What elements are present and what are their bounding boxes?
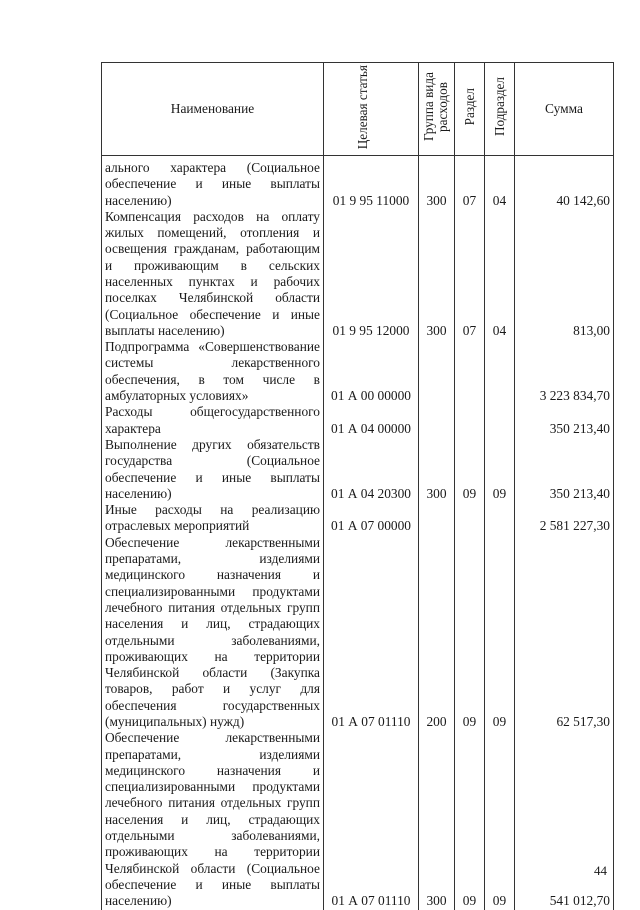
row-name: ального характера (Социальное обеспечение и иные выплаты населению) [102, 156, 324, 209]
page-number: 44 [594, 863, 607, 878]
row-name: Расходы общегосударственного характера [102, 404, 324, 437]
header-sum: Сумма [515, 63, 614, 156]
budget-table [101, 62, 614, 910]
table-row [102, 730, 614, 909]
row-section: 07 [455, 156, 485, 209]
row-expense-group: 300 [419, 730, 455, 909]
row-expense-group [419, 404, 455, 437]
row-subsection: 09 [485, 437, 515, 502]
row-name: Выполнение других обязательств государства (Социальное обеспечение и иные выплаты населению) [102, 437, 324, 502]
row-section [455, 404, 485, 437]
table-row [102, 209, 614, 339]
row-target-article: 01 А 07 01110 [324, 535, 419, 731]
table-row [102, 156, 614, 209]
row-name: Иные расходы на реализацию отраслевых мероприятий [102, 502, 324, 535]
row-subsection: 04 [485, 209, 515, 339]
row-name: Компенсация расходов на оплату жилых помещений, отопления и освещения гражданам, работающим и проживающим в сельских населенных пунктах и рабочих поселках Челябинской области (Социальное обеспечение и иные выплаты населению) [102, 209, 324, 339]
row-sum: 3 223 834,70 [515, 339, 614, 404]
table-row [102, 339, 614, 404]
row-sum: 2 581 227,30 [515, 502, 614, 535]
row-sum: 350 213,40 [515, 404, 614, 437]
header-name: Наименование [102, 63, 324, 156]
row-subsection [485, 404, 515, 437]
row-target-article: 01 А 07 00000 [324, 502, 419, 535]
row-sum: 541 012,70 [515, 730, 614, 909]
row-expense-group [419, 339, 455, 404]
row-section [455, 502, 485, 535]
row-name: Подпрограмма «Совершенствование системы лекарственного обеспечения, в том числе в амбулаторных условиях» [102, 339, 324, 404]
table-row [102, 535, 614, 731]
row-target-article: 01 А 04 00000 [324, 404, 419, 437]
row-subsection [485, 339, 515, 404]
header-subsection: Подраздел [485, 63, 515, 156]
row-section: 07 [455, 209, 485, 339]
row-section [455, 339, 485, 404]
table-row [102, 437, 614, 502]
row-target-article: 01 А 00 00000 [324, 339, 419, 404]
row-target-article: 01 А 04 20300 [324, 437, 419, 502]
table-row [102, 404, 614, 437]
row-section: 09 [455, 730, 485, 909]
header-expense-group: Группа вида расходов [419, 63, 455, 156]
row-section: 09 [455, 535, 485, 731]
row-name: Обеспечение лекарственными препаратами, изделиями медицинского назначения и специализированными продуктами лечебного питания отдельных групп населения и лиц, страдающих отдельными заболеваниями, проживающих на территории Челябинской области (Закупка товаров, работ и услуг для обеспечения государственных (муниципальных) нужд) [102, 535, 324, 731]
row-target-article: 01 9 95 11000 [324, 156, 419, 209]
row-subsection: 04 [485, 156, 515, 209]
row-section: 09 [455, 437, 485, 502]
row-sum: 350 213,40 [515, 437, 614, 502]
row-target-article: 01 9 95 12000 [324, 209, 419, 339]
row-expense-group: 300 [419, 437, 455, 502]
row-subsection: 09 [485, 730, 515, 909]
table-header-row [102, 63, 614, 156]
row-target-article: 01 А 07 01110 [324, 730, 419, 909]
row-expense-group: 200 [419, 535, 455, 731]
row-subsection [485, 502, 515, 535]
table-row [102, 502, 614, 535]
row-sum: 40 142,60 [515, 156, 614, 209]
row-subsection: 09 [485, 535, 515, 731]
row-expense-group: 300 [419, 209, 455, 339]
row-expense-group [419, 502, 455, 535]
row-sum: 62 517,30 [515, 535, 614, 731]
header-target-article: Целевая статья [324, 63, 419, 156]
row-name: Обеспечение лекарственными препаратами, изделиями медицинского назначения и специализированными продуктами лечебного питания отдельных групп населения и лиц, страдающих отдельными заболеваниями, проживающих на территории Челябинской области (Социальное обеспечение и иные выплаты населению) [102, 730, 324, 909]
row-expense-group: 300 [419, 156, 455, 209]
header-section: Раздел [455, 63, 485, 156]
row-sum: 813,00 [515, 209, 614, 339]
